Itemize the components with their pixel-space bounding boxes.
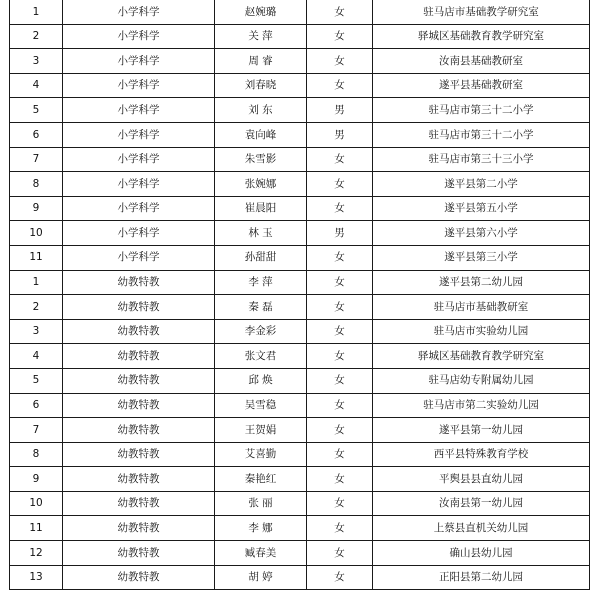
cell-subject: 小学科学 [63, 24, 215, 49]
cell-workplace: 驻马店市第三十二小学 [373, 122, 590, 147]
cell-gender: 女 [307, 467, 373, 492]
table-row [10, 516, 590, 541]
cell-index: 9 [10, 467, 63, 492]
table-row [10, 467, 590, 492]
table-row [10, 196, 590, 221]
cell-index: 3 [10, 319, 63, 344]
cell-index: 5 [10, 98, 63, 123]
table-row [10, 319, 590, 344]
table-row [10, 122, 590, 147]
cell-index: 2 [10, 295, 63, 320]
cell-name: 崔晨阳 [215, 196, 307, 221]
table-row [10, 221, 590, 246]
cell-subject: 小学科学 [63, 49, 215, 74]
cell-index: 11 [10, 245, 63, 270]
cell-workplace: 上蔡县直机关幼儿园 [373, 516, 590, 541]
cell-subject: 小学科学 [63, 196, 215, 221]
cell-name: 刘 东 [215, 98, 307, 123]
cell-workplace: 遂平县第二幼儿园 [373, 270, 590, 295]
cell-index: 13 [10, 565, 63, 590]
cell-gender: 女 [307, 442, 373, 467]
cell-name: 秦 磊 [215, 295, 307, 320]
cell-index: 5 [10, 368, 63, 393]
cell-name: 朱雪影 [215, 147, 307, 172]
table-row [10, 344, 590, 369]
cell-workplace: 遂平县基础教研室 [373, 73, 590, 98]
cell-index: 9 [10, 196, 63, 221]
cell-workplace: 驻马店市第三十三小学 [373, 147, 590, 172]
table-row [10, 0, 590, 24]
cell-workplace: 驻马店市基础教研室 [373, 295, 590, 320]
cell-workplace: 正阳县第二幼儿园 [373, 565, 590, 590]
cell-index: 4 [10, 73, 63, 98]
roster-table [9, 0, 590, 590]
table-row [10, 24, 590, 49]
table-row [10, 295, 590, 320]
cell-name: 袁向峰 [215, 122, 307, 147]
cell-workplace: 汝南县基础教研室 [373, 49, 590, 74]
cell-workplace: 驿城区基础教育教学研究室 [373, 344, 590, 369]
table-row [10, 491, 590, 516]
cell-subject: 小学科学 [63, 245, 215, 270]
cell-subject: 小学科学 [63, 147, 215, 172]
cell-gender: 女 [307, 172, 373, 197]
cell-name: 李 娜 [215, 516, 307, 541]
cell-name: 秦艳红 [215, 467, 307, 492]
table-row [10, 418, 590, 443]
cell-index: 10 [10, 221, 63, 246]
cell-subject: 幼教特教 [63, 491, 215, 516]
cell-workplace: 西平县特殊教育学校 [373, 442, 590, 467]
table-row [10, 442, 590, 467]
cell-workplace: 确山县幼儿园 [373, 541, 590, 566]
cell-index: 10 [10, 491, 63, 516]
cell-index: 8 [10, 442, 63, 467]
cell-subject: 小学科学 [63, 221, 215, 246]
cell-workplace: 驻马店市基础教学研究室 [373, 0, 590, 24]
table-bottom-rule [9, 589, 589, 590]
cell-gender: 女 [307, 196, 373, 221]
cell-name: 邱 焕 [215, 368, 307, 393]
cell-gender: 女 [307, 541, 373, 566]
table-row [10, 393, 590, 418]
cell-gender: 女 [307, 0, 373, 24]
table-row [10, 565, 590, 590]
cell-subject: 幼教特教 [63, 368, 215, 393]
cell-gender: 女 [307, 270, 373, 295]
cell-index: 11 [10, 516, 63, 541]
cell-gender: 女 [307, 24, 373, 49]
cell-gender: 男 [307, 98, 373, 123]
cell-workplace: 驻马店幼专附属幼儿园 [373, 368, 590, 393]
table-row [10, 368, 590, 393]
cell-name: 李金彩 [215, 319, 307, 344]
cell-subject: 小学科学 [63, 172, 215, 197]
cell-subject: 幼教特教 [63, 344, 215, 369]
table-row [10, 541, 590, 566]
cell-name: 胡 婷 [215, 565, 307, 590]
cell-gender: 女 [307, 368, 373, 393]
cell-index: 7 [10, 418, 63, 443]
table-row [10, 49, 590, 74]
cell-gender: 女 [307, 565, 373, 590]
cell-subject: 幼教特教 [63, 319, 215, 344]
cell-index: 4 [10, 344, 63, 369]
cell-workplace: 遂平县第一幼儿园 [373, 418, 590, 443]
table-row [10, 98, 590, 123]
cell-name: 李 萍 [215, 270, 307, 295]
cell-workplace: 驻马店市实验幼儿园 [373, 319, 590, 344]
table-row [10, 270, 590, 295]
cell-name: 孙甜甜 [215, 245, 307, 270]
cell-workplace: 汝南县第一幼儿园 [373, 491, 590, 516]
cell-name: 赵婉璐 [215, 0, 307, 24]
cell-index: 12 [10, 541, 63, 566]
roster-table-body [10, 0, 590, 590]
cell-name: 张文君 [215, 344, 307, 369]
cell-gender: 女 [307, 516, 373, 541]
cell-subject: 幼教特教 [63, 442, 215, 467]
cell-gender: 男 [307, 221, 373, 246]
table-row [10, 147, 590, 172]
cell-workplace: 驻马店市第三十二小学 [373, 98, 590, 123]
cell-workplace: 遂平县第五小学 [373, 196, 590, 221]
cell-name: 王贺娟 [215, 418, 307, 443]
cell-name: 张 丽 [215, 491, 307, 516]
cell-gender: 男 [307, 122, 373, 147]
cell-gender: 女 [307, 393, 373, 418]
cell-index: 6 [10, 393, 63, 418]
cell-subject: 小学科学 [63, 122, 215, 147]
cell-gender: 女 [307, 491, 373, 516]
cell-subject: 小学科学 [63, 73, 215, 98]
cell-subject: 幼教特教 [63, 541, 215, 566]
cell-name: 张婉娜 [215, 172, 307, 197]
cell-index: 7 [10, 147, 63, 172]
cell-gender: 女 [307, 319, 373, 344]
table-row [10, 245, 590, 270]
cell-subject: 幼教特教 [63, 295, 215, 320]
table-row [10, 73, 590, 98]
cell-index: 1 [10, 270, 63, 295]
cell-gender: 女 [307, 245, 373, 270]
cell-workplace: 平舆县县直幼儿园 [373, 467, 590, 492]
cell-subject: 幼教特教 [63, 393, 215, 418]
cell-gender: 女 [307, 344, 373, 369]
table-row [10, 172, 590, 197]
cell-gender: 女 [307, 49, 373, 74]
cell-index: 8 [10, 172, 63, 197]
cell-subject: 幼教特教 [63, 270, 215, 295]
cell-index: 2 [10, 24, 63, 49]
cell-name: 吴雪稳 [215, 393, 307, 418]
cell-index: 1 [10, 0, 63, 24]
cell-name: 臧春美 [215, 541, 307, 566]
cell-workplace: 驿城区基础教育教学研究室 [373, 24, 590, 49]
cell-name: 关 萍 [215, 24, 307, 49]
cell-subject: 幼教特教 [63, 467, 215, 492]
cell-gender: 女 [307, 295, 373, 320]
cell-name: 艾喜勤 [215, 442, 307, 467]
cell-workplace: 驻马店市第二实验幼儿园 [373, 393, 590, 418]
cell-name: 周 睿 [215, 49, 307, 74]
cell-workplace: 遂平县第二小学 [373, 172, 590, 197]
cell-index: 3 [10, 49, 63, 74]
cell-gender: 女 [307, 147, 373, 172]
cell-subject: 小学科学 [63, 0, 215, 24]
cell-subject: 小学科学 [63, 98, 215, 123]
cell-workplace: 遂平县第三小学 [373, 245, 590, 270]
cell-subject: 幼教特教 [63, 418, 215, 443]
cell-gender: 女 [307, 418, 373, 443]
cell-subject: 幼教特教 [63, 516, 215, 541]
cell-index: 6 [10, 122, 63, 147]
roster-sheet [9, 0, 589, 590]
cell-workplace: 遂平县第六小学 [373, 221, 590, 246]
cell-name: 林 玉 [215, 221, 307, 246]
cell-gender: 女 [307, 73, 373, 98]
cell-subject: 幼教特教 [63, 565, 215, 590]
cell-name: 刘春晓 [215, 73, 307, 98]
